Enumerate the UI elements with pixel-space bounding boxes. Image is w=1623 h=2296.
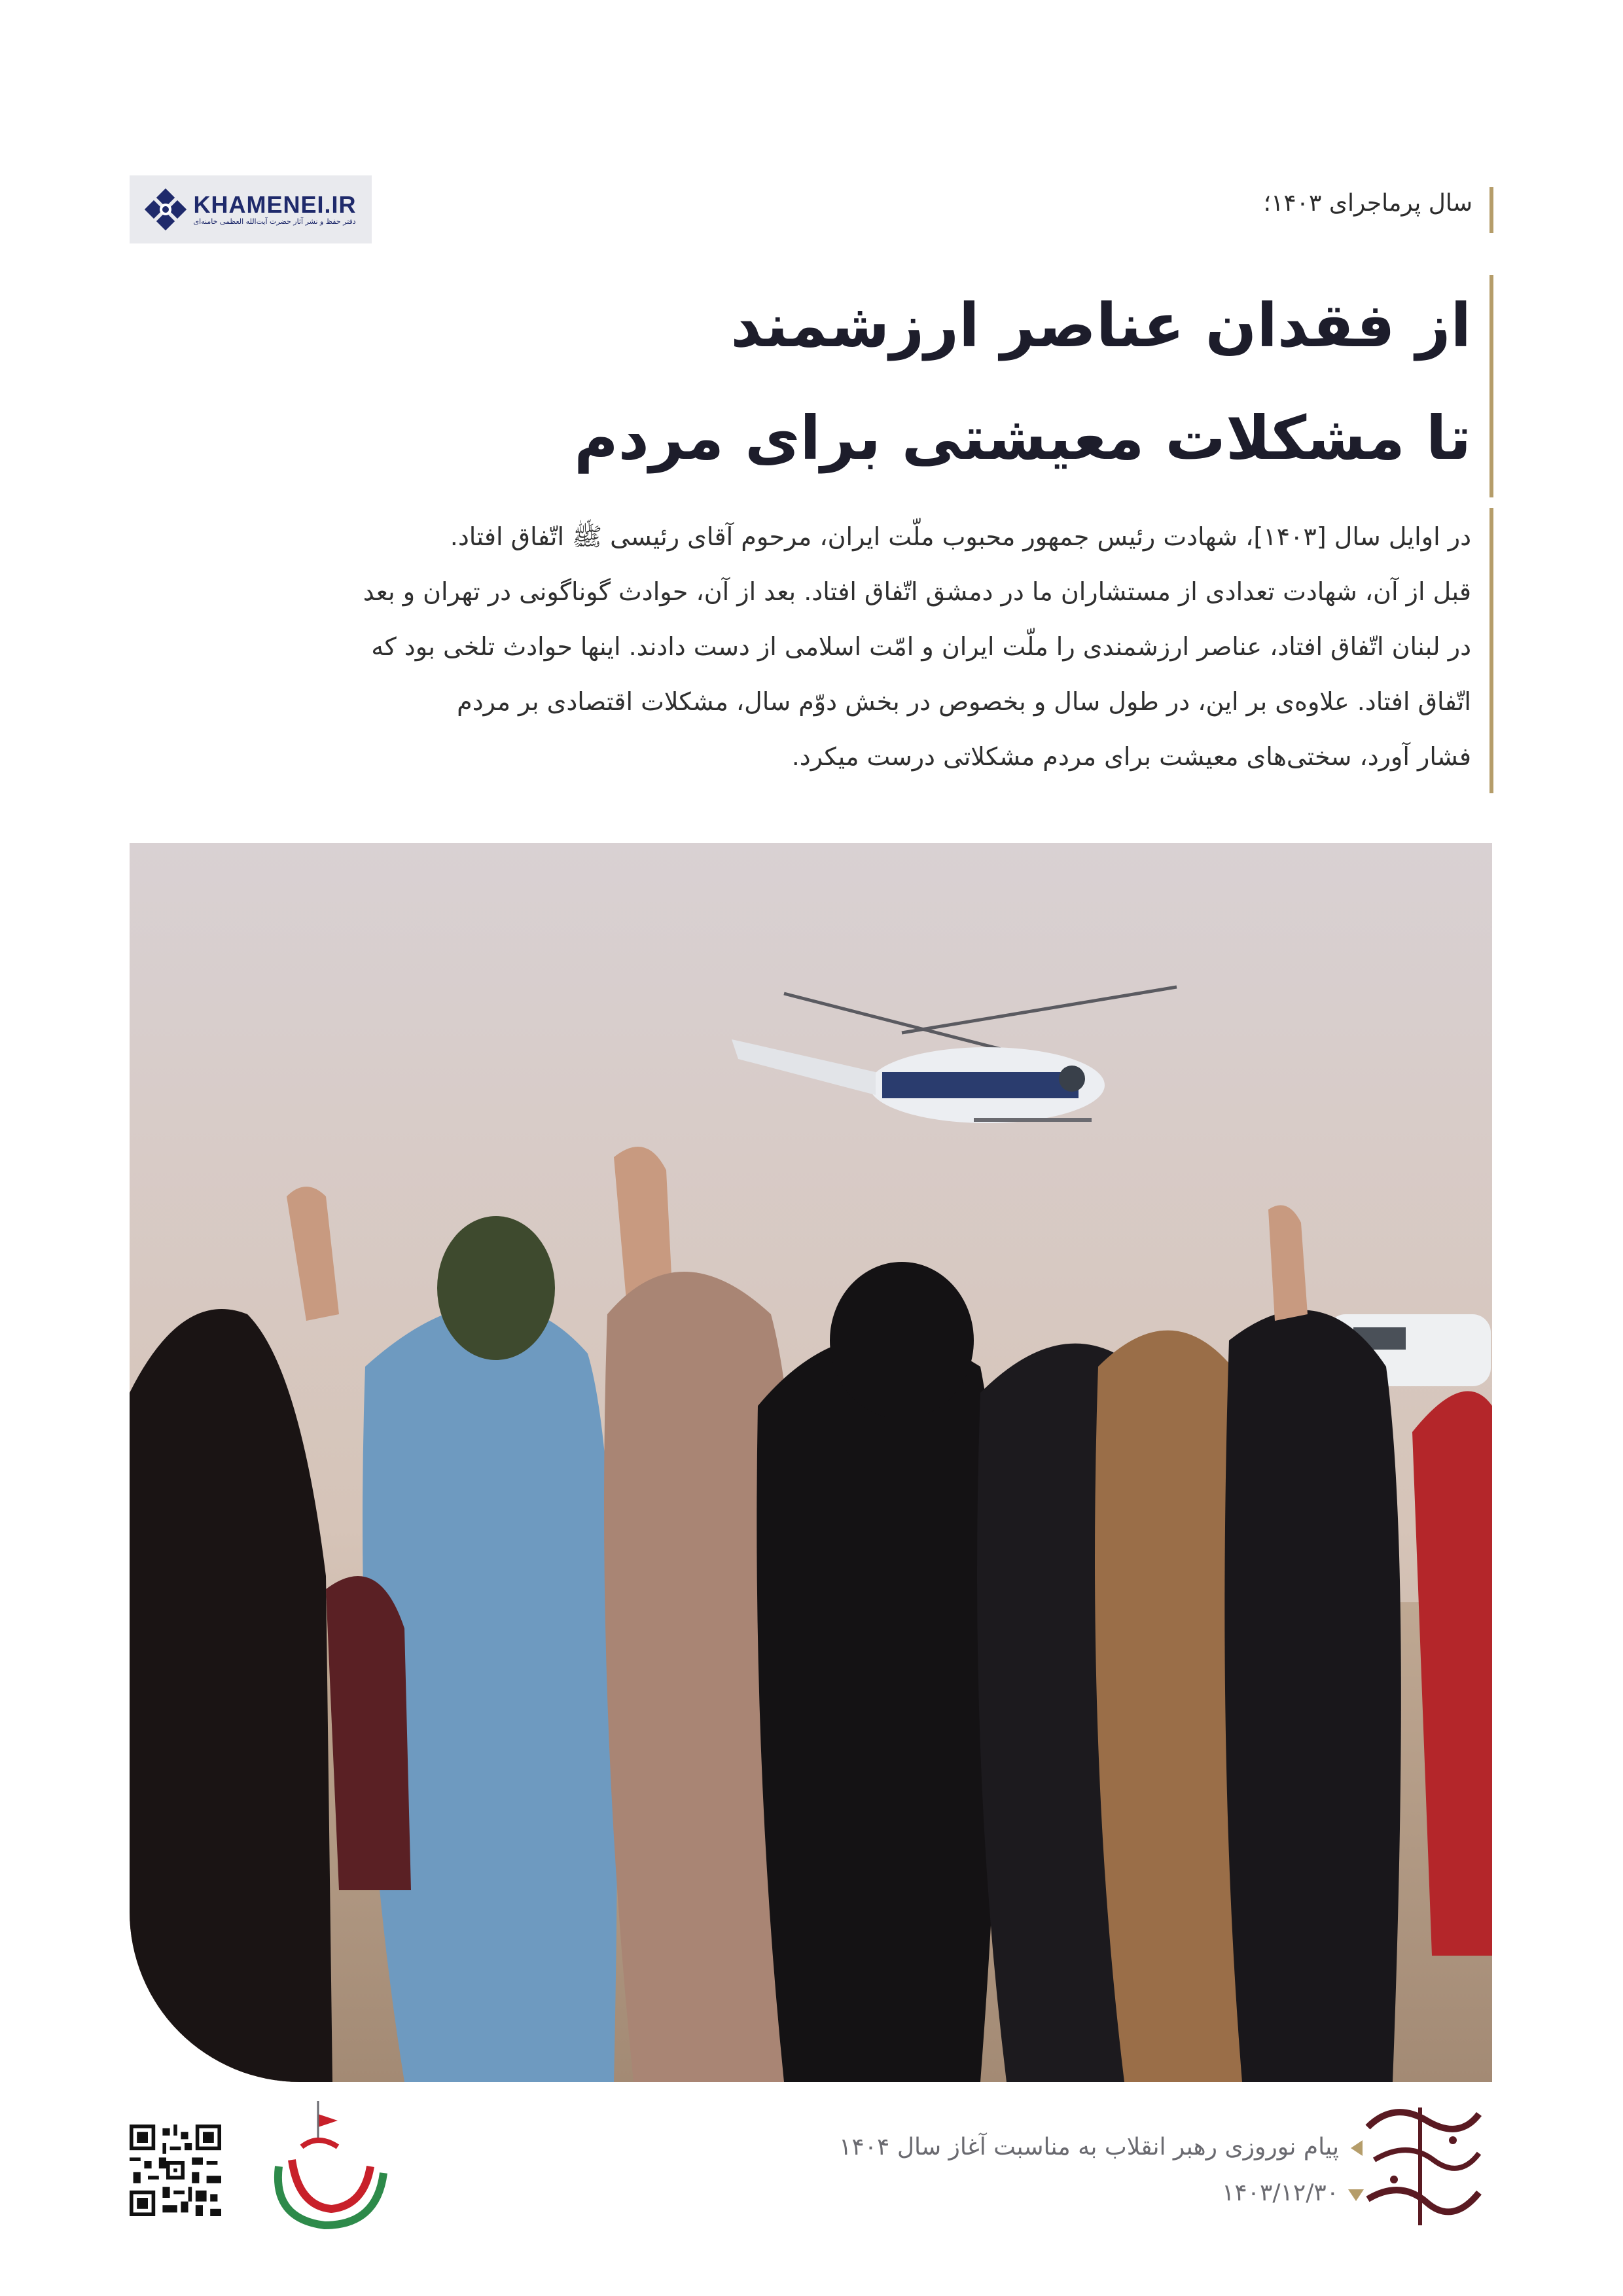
title-line-2: تا مشکلات معیشتی برای مردم <box>574 403 1471 473</box>
title-accent-bar <box>1489 275 1493 497</box>
qr-code-icon[interactable] <box>130 2125 221 2216</box>
campaign-emblem-icon <box>253 2094 403 2232</box>
main-photo <box>130 843 1492 2082</box>
logo-text-group <box>193 192 356 226</box>
logo-wordmark: KHAMENEI.IR <box>193 191 357 218</box>
title-line-1: از فقدان عناصر ارزشمند <box>730 291 1471 361</box>
footer-date: ۱۴۰۳/۱۲/۳۰ <box>1222 2179 1339 2206</box>
khamenei-star-icon <box>145 188 187 230</box>
footer-caption: پیام نوروزی رهبر انقلاب به مناسبت آغاز سال ۱۴۰۴ <box>839 2134 1339 2161</box>
kicker-text: سال پرماجرای ۱۴۰۳؛ <box>1263 190 1472 217</box>
body-line: فشار آورد، سختی‌های معیشت برای مردم مشکلاتی درست میکرد. <box>791 742 1471 771</box>
photo-illustration <box>130 843 1492 2082</box>
calligraphy-emblem-icon <box>1355 2088 1492 2238</box>
triangle-left-icon <box>1351 2140 1363 2156</box>
khamenei-logo[interactable] <box>130 175 372 243</box>
logo-tagline: دفتر حفظ و نشر آثار حضرت آیت‌الله العظمی خامنه‌ای <box>193 217 356 226</box>
body-line: در لبنان اتّفاق افتاد، عناصر ارزشمندی را ملّت ایران و امّت اسلامی از دست دادند. اینها حوادث تلخی بود که <box>371 632 1471 661</box>
triangle-down-icon <box>1348 2189 1364 2201</box>
body-paragraph <box>136 509 1471 784</box>
kicker-accent-bar <box>1489 187 1493 233</box>
body-line: قبل از آن، شهادت تعدادی از مستشاران ما در دمشق اتّفاق افتاد. بعد از آن، حوادث گوناگونی در تهران و بعد <box>363 577 1471 606</box>
body-accent-bar <box>1489 508 1493 793</box>
page-title <box>228 270 1471 495</box>
body-line: در اوایل سال [۱۴۰۳]، شهادت رئیس جمهور محبوب ملّت ایران، مرحوم آقای رئیسی ﷺ اتّفاق افتاد. <box>450 522 1471 551</box>
body-line: اتّفاق افتاد. علاوه‌ی بر این، در طول سال و بخصوص در بخش دوّم سال، مشکلات اقتصادی بر مردم <box>457 687 1471 716</box>
